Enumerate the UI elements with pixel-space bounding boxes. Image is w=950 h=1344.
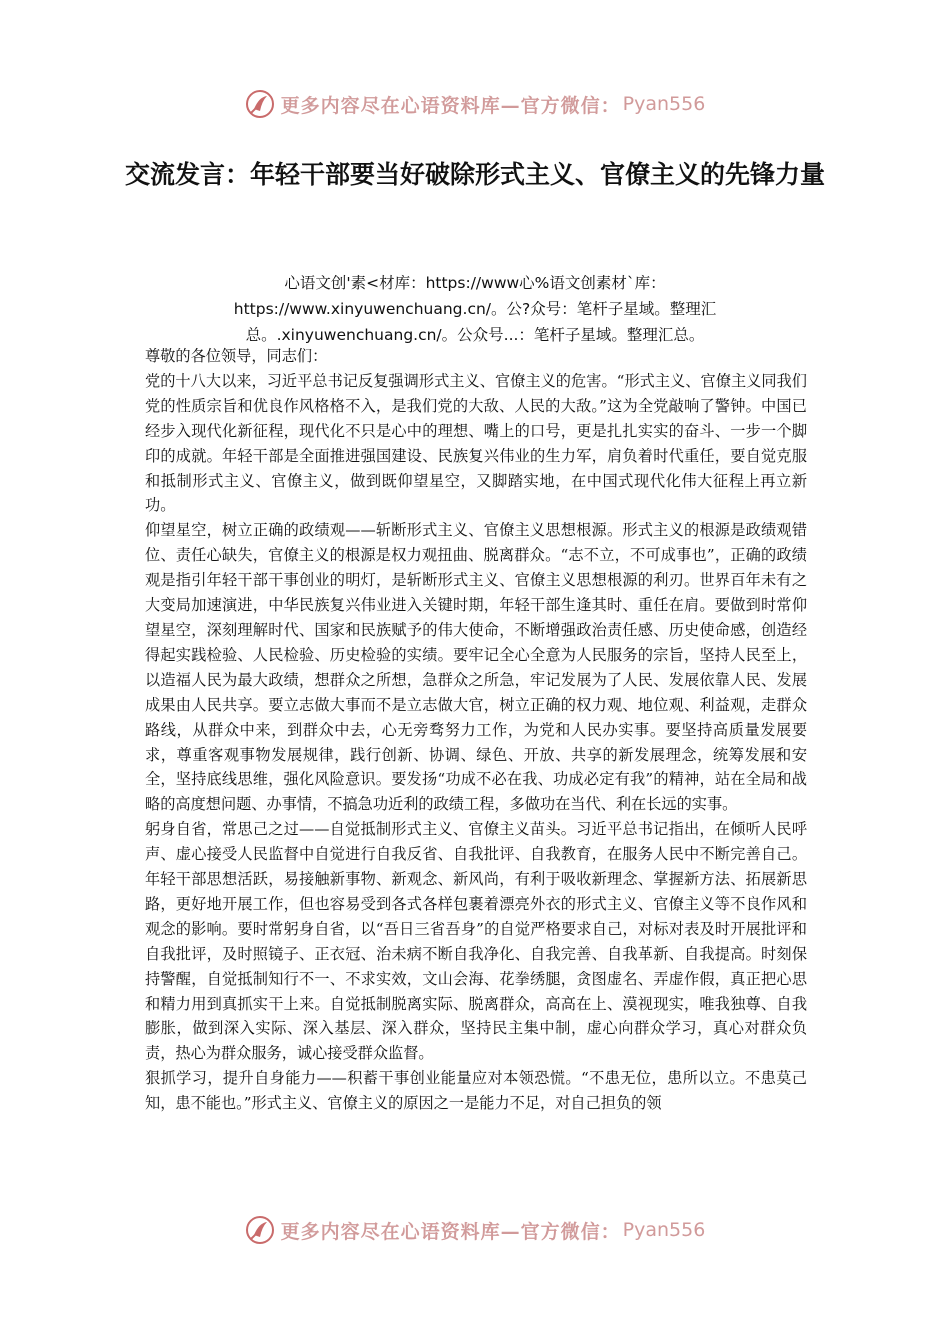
banner-text: 更多内容尽在心语资料库—官方微信： [280, 1220, 621, 1243]
paragraph: 仰望星空，树立正确的政绩观——斩断形式主义、官僚主义思想根源。形式主义的根源是政绩观错位、责任心缺失，官僚主义的根源是权力观扭曲、脱离群众。“志不立，不可成事也”，正确的政绩观是指引年轻干部干事创业的明灯，是斩断形式主义、官僚主义思想根源的利刃。世界百年未有之大变局加速演进，中华民族复兴伟业进入关键时期，年轻干部生逢其时、重任在肩。要做到时常仰望星空，深刻理解时代、国家和民族赋予的伟大使命，不断增强政治责任感、历史使命感，创造经得起实践检验、人民检验、历史检验的实绩。要牢记全心全意为人民服务的宗旨，坚持人民至上，以造福人民为最大政绩，想群众之所想，急群众之所急，牢记发展为了人民、发展依靠人民、发展成果由人民共享。要立志做大事而不是立志做大官，树立正确的权力观、地位观、利益观，走群众路线，从群众中来，到群众中去，心无旁骛努力工作，为党和人民办实事。要坚持高质量发展要求，尊重客观事物发展规律，践行创新、协调、绿色、开放、共享的新发展理念，统筹发展和安全，坚持底线思维，强化风险意识。要发扬“功成不必在我、功成必定有我”的精神，站在全局和战略的高度想问题、办事情，不搞急功近利的政绩工程，多做功在当代、利在长远的实事。 [145, 521, 807, 814]
page-title: 交流发言：年轻干部要当好破除形式主义、官僚主义的先锋力量 [124, 160, 825, 189]
paragraph: 尊敬的各位领导，同志们： [145, 347, 328, 365]
footer-banner [0, 1210, 950, 1250]
banner-text: 更多内容尽在心语资料库—官方微信： [280, 94, 621, 117]
source-line: 心语文创'素<材库：https://www心%语文创素材`库：https://www.xinyuwenchuang.cn/。公?众号：笔杆子星域。整理汇总。.xinyuwenchuang.cn/。公众号...：笔杆子星域。整理汇总。 [233, 274, 717, 344]
banner-handle: Pyan556 [622, 93, 706, 115]
header-banner [0, 84, 950, 124]
paragraph: 狠抓学习，提升自身能力——积蓄干事创业能量应对本领恐慌。“不患无位，患所以立。不患莫己知，患不能也。”形式主义、官僚主义的原因之一是能力不足，对自己担负的领 [145, 1069, 807, 1113]
paragraph: 躬身自省，常思己之过——自觉抵制形式主义、官僚主义苗头。习近平总书记指出，在倾听人民呼声、虚心接受人民监督中自觉进行自我反省、自我批评、自我教育，在服务人民中不断完善自己。年轻干部思想活跃，易接触新事物、新观念、新风尚，有利于吸收新理念、掌握新方法、拓展新思路，更好地开展工作，但也容易受到各式各样包裹着漂亮外衣的形式主义、官僚主义等不良作风和观念的影响。要时常躬身自省，以“吾日三省吾身”的自觉严格要求自己，对标对表及时开展批评和自我批评，及时照镜子、正衣冠、治未病不断自我净化、自我完善、自我革新、自我提高。时刻保持警醒，自觉抵制知行不一、不求实效，文山会海、花拳绣腿，贪图虚名、弄虚作假，真正把心思和精力用到真抓实干上来。自觉抵制脱离实际、脱离群众，高高在上、漠视现实，唯我独尊、自我膨胀，做到深入实际、深入基层、深入群众，坚持民主集中制，虚心向群众学习，真心对群众负责，热心为群众服务，诚心接受群众监督。 [145, 820, 807, 1063]
logo-icon [245, 1215, 275, 1245]
banner-handle: Pyan556 [622, 1219, 706, 1241]
paragraph: 党的十八大以来，习近平总书记反复强调形式主义、官僚主义的危害。“形式主义、官僚主义同我们党的性质宗旨和优良作风格格不入，是我们党的大敌、人民的大敌。”这为全党敲响了警钟。中国已经步入现代化新征程，现代化不只是心中的理想、嘴上的口号，更是扎扎实实的奋斗、一步一个脚印的成就。年轻干部是全面推进强国建设、民族复兴伟业的生力军，肩负着时代重任，要自觉克服和抵制形式主义、官僚主义，做到既仰望星空，又脚踏实地，在中国式现代化伟大征程上再立新功。 [145, 371, 807, 515]
logo-icon [245, 89, 275, 119]
article-body [145, 344, 807, 1116]
